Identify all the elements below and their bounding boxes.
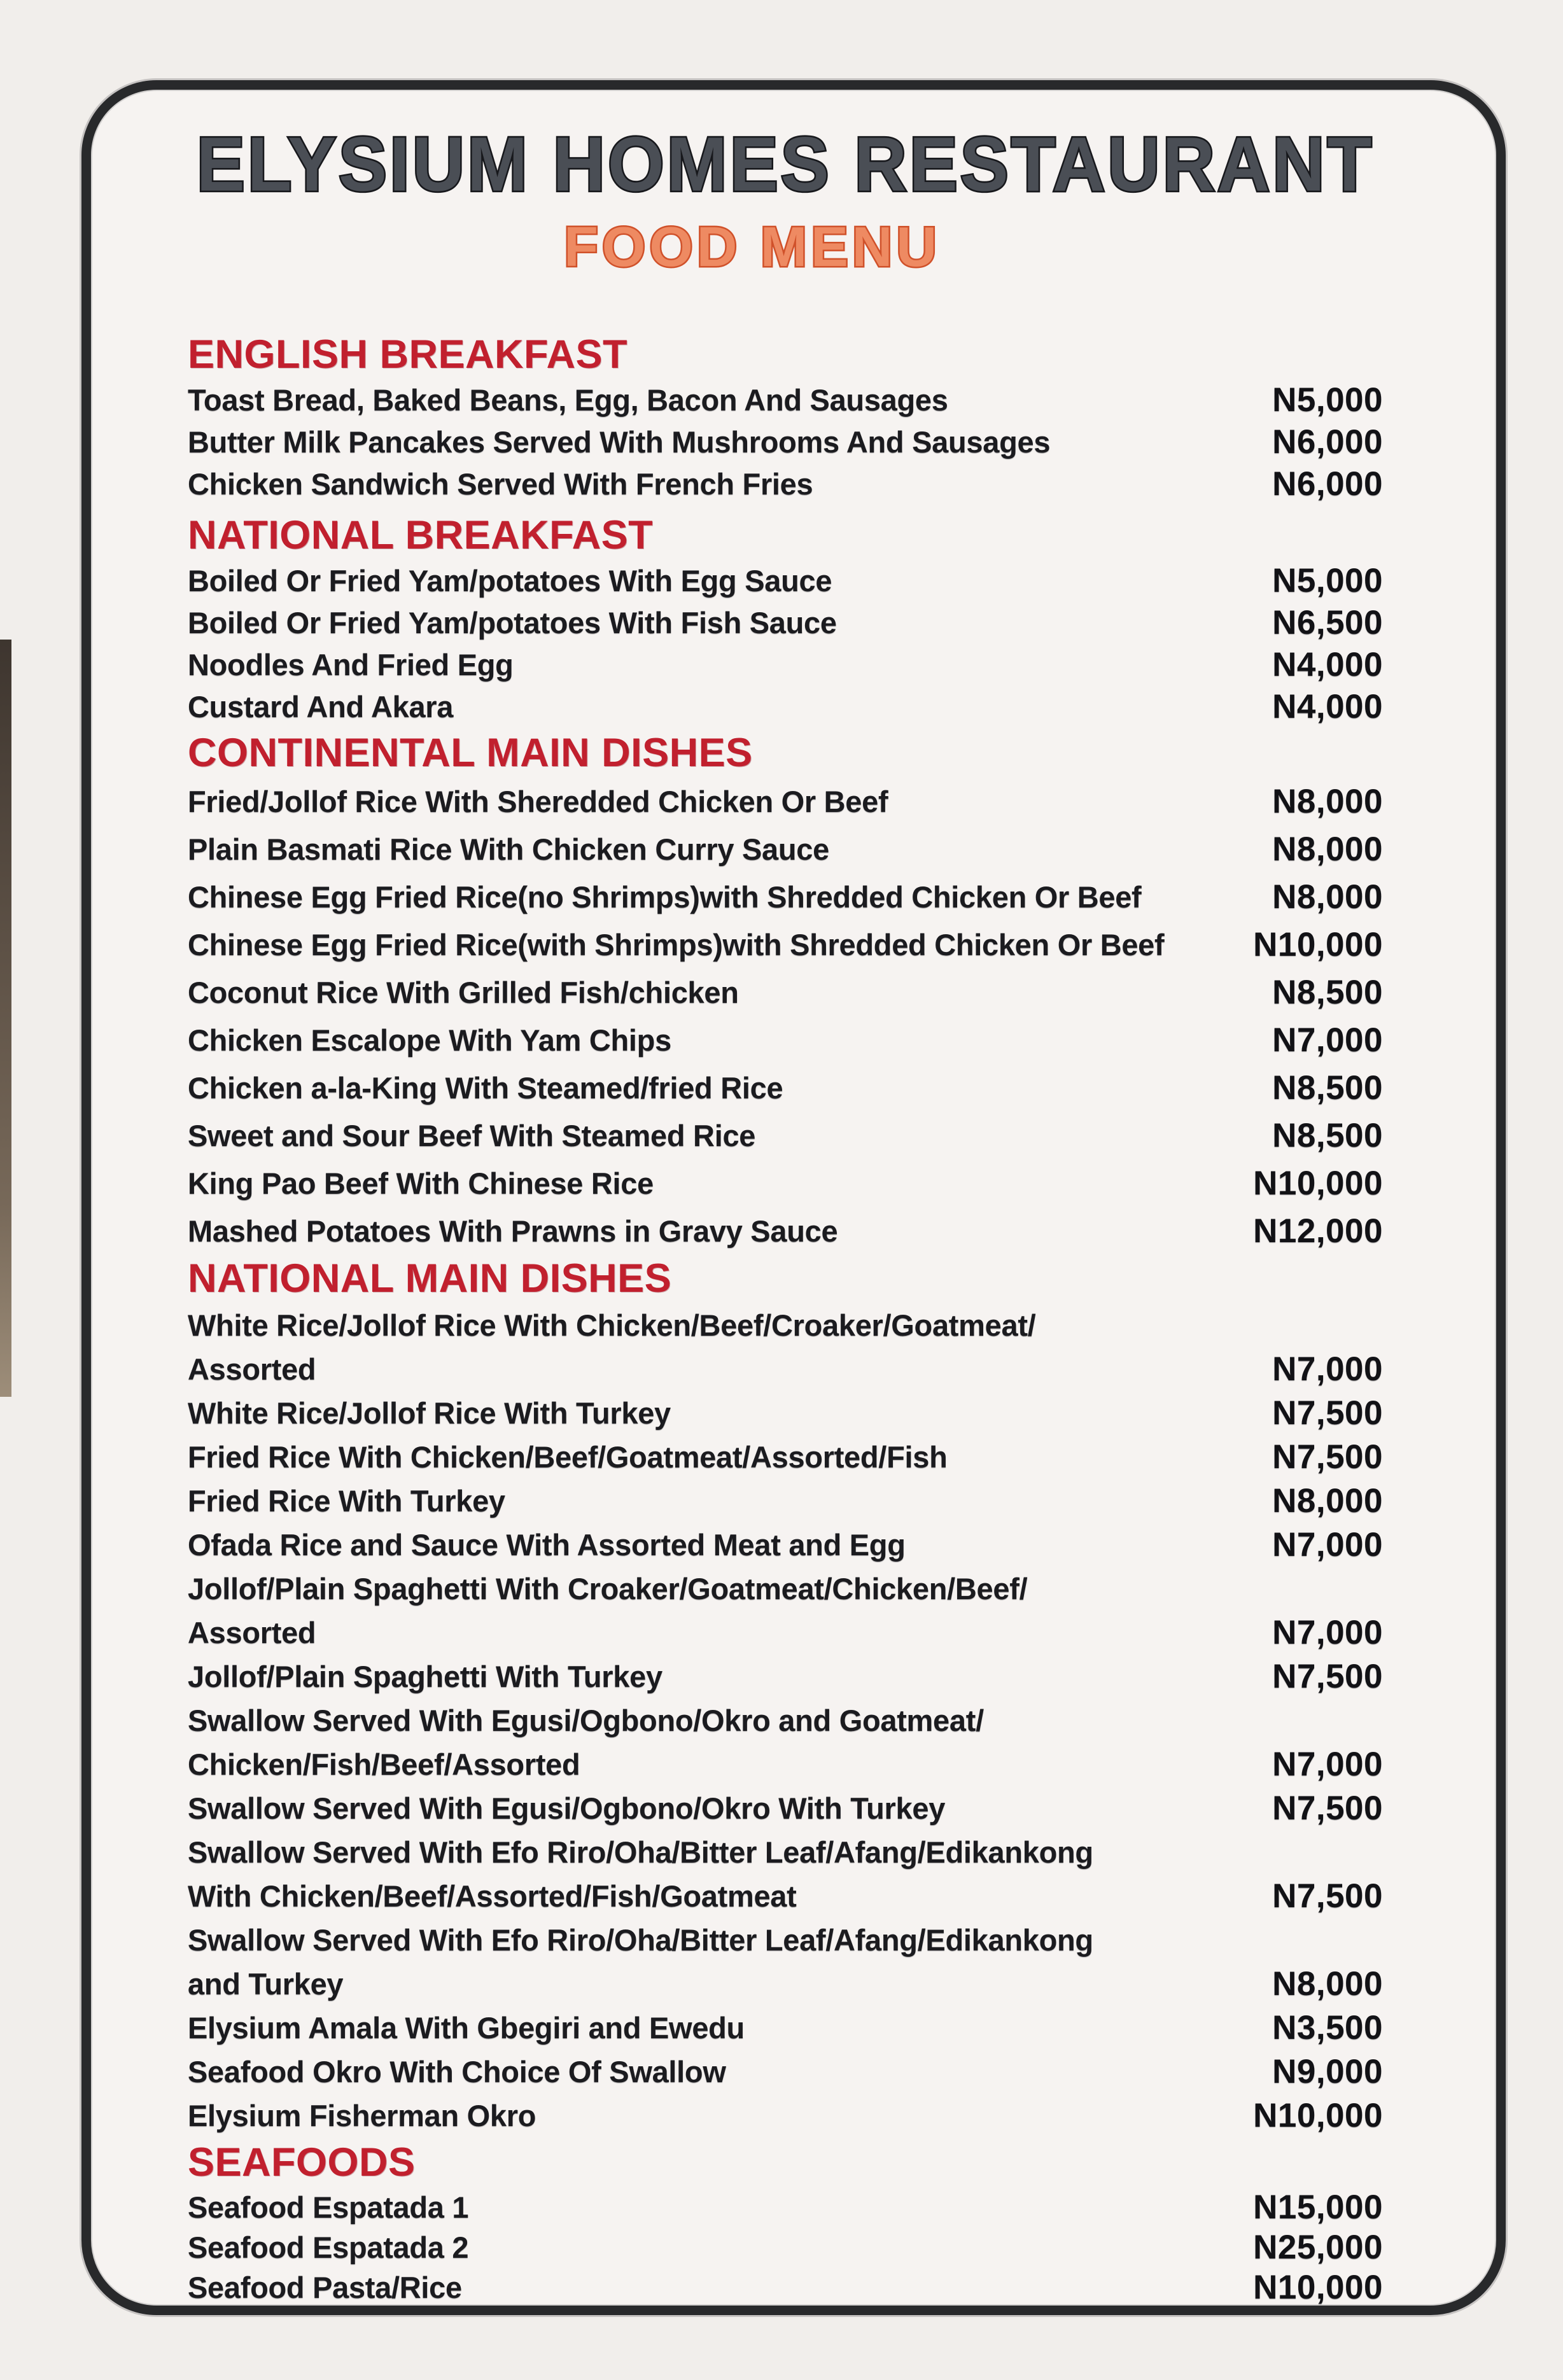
menu-item-price: N8,000 [1272,830,1383,868]
menu-item-price: N8,500 [1272,973,1383,1011]
menu-item-line: With Chicken/Beef/Assorted/Fish/Goatmeat [188,1879,797,1913]
menu-item-line: Chicken a-la-King With Steamed/fried Rice [188,1070,783,1105]
menu-item-line: Toast Bread, Baked Beans, Egg, Bacon And Sausages [188,382,948,417]
menu-item-line: Butter Milk Pancakes Served With Mushrooms And Sausages [188,424,1051,459]
menu-item-price: N6,000 [1272,423,1383,461]
menu-item-row [188,921,1383,969]
menu-item-row [188,1786,1383,1830]
menu-item-line: White Rice/Jollof Rice With Turkey [188,1396,671,1430]
menu-item-line: Sweet and Sour Beef With Steamed Rice [188,1118,756,1152]
menu-item-name [188,2050,726,2094]
menu-item-row [188,2227,1383,2267]
menu-item-price: N5,000 [1272,381,1383,419]
menu-card [81,80,1506,2315]
menu-sections [188,332,1383,2307]
menu-item-name [188,1207,838,1255]
menu-item-price: N15,000 [1253,2188,1383,2226]
menu-item-name [188,1698,984,1786]
menu-item-row [188,2050,1383,2094]
menu-item-price: N3,500 [1272,2008,1383,2047]
menu-item-row [188,1207,1383,1255]
menu-item-name [188,2227,468,2267]
menu-item-name [188,2187,468,2227]
menu-item-line: Chicken/Fish/Beef/Assorted [188,1747,580,1781]
menu-item-price: N25,000 [1253,2228,1383,2266]
menu-item-price: N4,000 [1272,645,1383,683]
menu-item-price: N8,000 [1272,1481,1383,1520]
menu-item-line: Swallow Served With Efo Riro/Oha/Bitter Leaf/Afang/Edikankong [188,1922,1093,1957]
menu-item-line: Swallow Served With Efo Riro/Oha/Bitter Leaf/Afang/Edikankong [188,1835,1093,1869]
section-header: NATIONAL BREAKFAST [188,512,654,557]
menu-item-name [188,2267,462,2307]
menu-item-row [188,2094,1383,2138]
menu-item-price: N8,000 [1272,878,1383,916]
menu-item-name [188,969,739,1016]
menu-item-row [188,969,1383,1016]
menu-item-line: Plain Basmati Rice With Chicken Curry Sauce [188,832,829,866]
menu-item-name [188,778,888,825]
menu-item-line: Ofada Rice and Sauce With Assorted Meat and Egg [188,1527,906,1562]
menu-item-line: King Pao Beef With Chinese Rice [188,1166,654,1200]
menu-item-row [188,644,1383,686]
menu-item-price: N6,500 [1272,603,1383,641]
menu-item-price: N6,000 [1272,465,1383,503]
menu-item-row [188,1655,1383,1698]
menu-item-line: White Rice/Jollof Rice With Chicken/Beef/Croaker/Goatmeat/ [188,1308,1036,1342]
menu-item-price: N12,000 [1253,1212,1383,1250]
menu-item-name [188,1064,783,1112]
menu-item-row [188,1918,1383,2006]
menu-item-name [188,1655,662,1698]
menu-item-line: Chinese Egg Fried Rice(with Shrimps)with Shredded Chicken Or Beef [188,927,1165,962]
menu-item-line: Chinese Egg Fried Rice(no Shrimps)with Shredded Chicken Or Beef [188,879,1142,914]
menu-item-line: Jollof/Plain Spaghetti With Turkey [188,1659,662,1693]
menu-item-line: Fried Rice With Turkey [188,1483,505,1518]
menu-item-line: Coconut Rice With Grilled Fish/chicken [188,975,739,1009]
menu-item-price: N7,000 [1272,1525,1383,1564]
menu-item-price: N10,000 [1253,925,1383,963]
menu-item-price: N7,000 [1272,1745,1383,1783]
menu-item-row [188,1479,1383,1523]
menu-item-name [188,560,832,602]
menu-item-name [188,1786,945,1830]
menu-item-row [188,463,1383,505]
menu-item-price: N7,500 [1272,1394,1383,1432]
menu-item-name [188,2006,745,2050]
menu-item-row [188,1064,1383,1112]
menu-item-line: Seafood Espatada 2 [188,2230,469,2264]
menu-item-line: Assorted [188,1352,316,1386]
menu-item-price: N7,500 [1272,1877,1383,1915]
menu-item-price: N7,500 [1272,1657,1383,1695]
menu-item-name [188,1479,505,1523]
menu-item-name [188,921,1164,969]
menu-item-price: N10,000 [1253,2268,1383,2306]
menu-item-name [188,602,837,644]
menu-item-row [188,1016,1383,1064]
menu-item-line: Mashed Potatoes With Prawns in Gravy Sauce [188,1214,838,1248]
menu-section [188,1256,1383,2138]
menu-item-line: Boiled Or Fried Yam/potatoes With Fish Sauce [188,605,837,640]
menu-item-row [188,602,1383,644]
menu-item-row [188,379,1383,421]
menu-item-name [188,686,453,728]
menu-item-line: Assorted [188,1615,316,1649]
menu-item-row [188,1391,1383,1435]
menu-item-line: Chicken Sandwich Served With French Fries [188,466,813,501]
menu-item-row [188,1159,1383,1207]
menu-item-row [188,1698,1383,1786]
menu-item-price: N7,500 [1272,1438,1383,1476]
menu-item-line: Elysium Amala With Gbegiri and Ewedu [188,2010,745,2045]
menu-section [188,332,1383,505]
menu-item-name [188,1159,654,1207]
menu-item-line: Elysium Fisherman Okro [188,2098,536,2132]
menu-item-name [188,873,1141,921]
menu-item-name [188,1523,906,1567]
menu-item-row [188,421,1383,463]
menu-item-row [188,1523,1383,1567]
menu-item-price: N8,000 [1272,1964,1383,2003]
menu-item-row [188,825,1383,873]
menu-item-price: N7,500 [1272,1789,1383,1827]
menu-title: FOOD MENU [564,214,941,278]
menu-section [188,731,1383,1255]
menu-item-line: Fried/Jollof Rice With Sheredded Chicken Or Beef [188,784,888,818]
menu-item-row [188,1303,1383,1391]
menu-item-line: Seafood Pasta/Rice [188,2270,462,2304]
menu-item-price: N9,000 [1272,2052,1383,2090]
menu-item-row [188,1435,1383,1479]
menu-section [188,2140,1383,2307]
menu-item-price: N10,000 [1253,2096,1383,2134]
menu-item-price: N8,000 [1272,782,1383,820]
menu-item-row [188,560,1383,602]
menu-item-name [188,421,1050,463]
menu-item-name [188,1016,671,1064]
menu-item-name [188,2094,536,2138]
section-header: ENGLISH BREAKFAST [188,332,628,377]
menu-item-price: N7,000 [1272,1613,1383,1651]
menu-item-name [188,1303,1035,1391]
menu-item-price: N10,000 [1253,1164,1383,1202]
menu-item-row [188,1112,1383,1159]
menu-item-line: Boiled Or Fried Yam/potatoes With Egg Sauce [188,563,832,598]
menu-item-name [188,1435,947,1479]
section-header: NATIONAL MAIN DISHES [188,1256,672,1301]
menu-item-line: Noodles And Fried Egg [188,647,514,682]
menu-item-line: Seafood Espatada 1 [188,2190,469,2224]
menu-section [188,513,1383,728]
menu-item-name [188,379,948,421]
menu-item-name [188,1830,1093,1918]
menu-item-line: Jollof/Plain Spaghetti With Croaker/Goatmeat/Chicken/Beef/ [188,1571,1028,1606]
restaurant-name: ELYSIUM HOMES RESTAURANT [196,122,1375,207]
menu-item-row [188,2006,1383,2050]
menu-item-price: N7,000 [1272,1021,1383,1059]
menu-item-name [188,1918,1093,2006]
section-header: SEAFOODS [188,2139,416,2185]
scan-edge-artifact [0,640,11,1397]
menu-item-line: Swallow Served With Egusi/Ogbono/Okro and Goatmeat/ [188,1703,984,1737]
menu-item-name [188,1567,1027,1655]
menu-item-row [188,2267,1383,2307]
menu-item-line: Fried Rice With Chicken/Beef/Goatmeat/Assorted/Fish [188,1439,948,1474]
menu-item-row [188,873,1383,921]
menu-item-price: N4,000 [1272,687,1383,725]
menu-item-line: Chicken Escalope With Yam Chips [188,1023,671,1057]
menu-item-name [188,1391,671,1435]
menu-item-line: and Turkey [188,1966,344,2001]
menu-item-line: Seafood Okro With Choice Of Swallow [188,2054,726,2089]
menu-item-row [188,778,1383,825]
menu-item-row [188,686,1383,728]
section-header: CONTINENTAL MAIN DISHES [188,730,753,775]
menu-item-line: Swallow Served With Egusi/Ogbono/Okro With Turkey [188,1791,946,1825]
menu-item-row [188,2187,1383,2227]
menu-item-price: N8,500 [1272,1068,1383,1107]
menu-item-name [188,1112,755,1159]
menu-item-price: N5,000 [1272,561,1383,599]
menu-item-line: Custard And Akara [188,689,454,724]
menu-item-name [188,825,829,873]
menu-item-row [188,1567,1383,1655]
menu-item-name [188,644,514,686]
menu-item-price: N7,000 [1272,1350,1383,1388]
menu-item-row [188,1830,1383,1918]
menu-item-name [188,463,813,505]
menu-item-price: N8,500 [1272,1116,1383,1154]
